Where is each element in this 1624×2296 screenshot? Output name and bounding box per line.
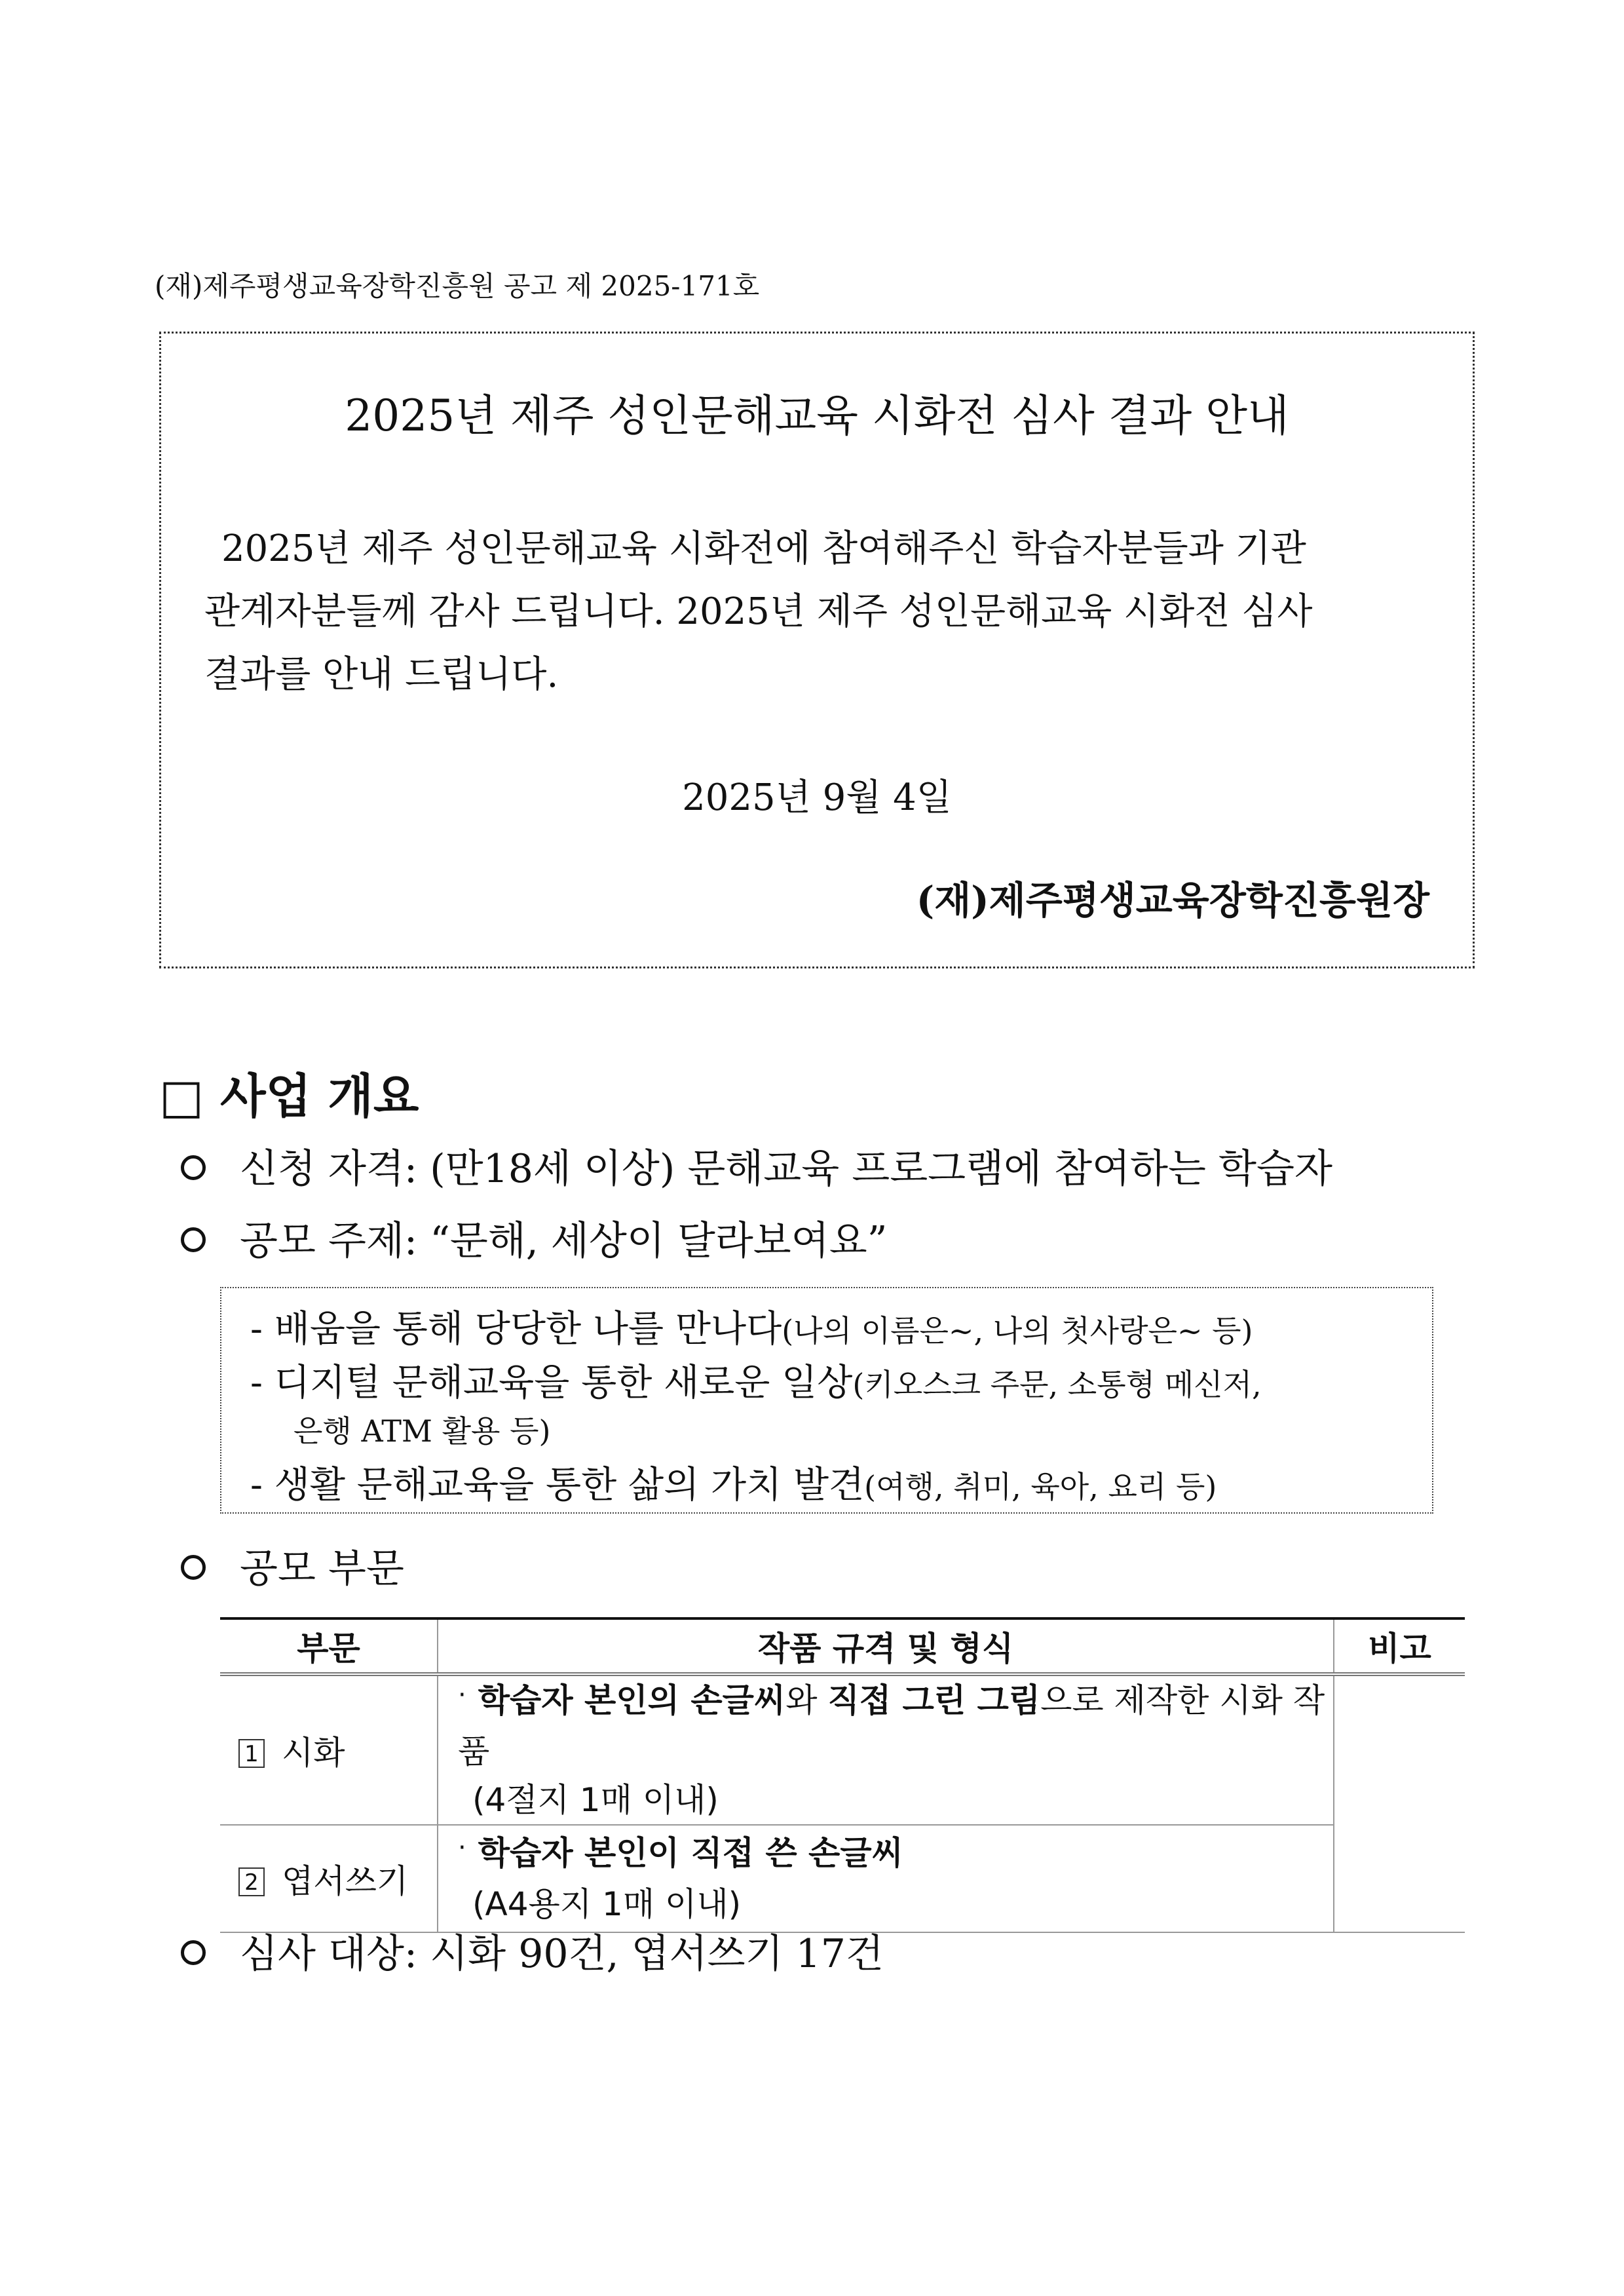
category-cell xyxy=(220,1825,438,1932)
table-row xyxy=(220,1825,1465,1932)
circle-bullet-icon xyxy=(181,1555,206,1580)
eligibility-item xyxy=(181,1138,1332,1194)
topic-main: - 디지털 문해교육을 통한 새로운 일상 xyxy=(250,1362,853,1404)
notice-body-line-1: 2025년 제주 성인문해교육 시화전에 참여해주신 학습자분들과 기관 xyxy=(221,527,1306,570)
boxed-number: 1 xyxy=(238,1739,265,1768)
header-category: 부문 xyxy=(220,1618,438,1674)
circle-bullet-icon xyxy=(181,1227,206,1252)
header-spec: 작품 규격 및 형식 xyxy=(438,1618,1334,1674)
section-heading: □ 사업 개요 xyxy=(159,1069,419,1124)
notice-number: (재)제주평생교육장학진흥원 공고 제 2025-171호 xyxy=(155,270,760,302)
category-cell xyxy=(220,1674,438,1825)
theme-text: 공모 주제: “문해, 세상이 달라보여요” xyxy=(240,1218,888,1264)
middle-dot-icon: · xyxy=(458,1833,466,1863)
spec-line-2: (4절지 1매 이내) xyxy=(472,1781,719,1819)
spec-text: 으로 제작한 시화 작품 xyxy=(458,1681,1325,1770)
spec-cell xyxy=(438,1825,1334,1932)
topic-1 xyxy=(250,1300,1253,1352)
circle-bullet-icon xyxy=(181,1155,206,1180)
topic-note: (키오스크 주문, 소통형 메신저, xyxy=(852,1367,1262,1402)
topic-note: 은행 ATM 활용 등) xyxy=(293,1413,551,1449)
categories-label: 공모 부문 xyxy=(240,1546,404,1592)
spec-cell xyxy=(438,1674,1334,1825)
middle-dot-icon: · xyxy=(458,1680,466,1710)
spec-bold: 학습자 본인의 손글씨 xyxy=(478,1681,786,1719)
category-name: 엽서쓰기 xyxy=(282,1862,409,1900)
theme-item xyxy=(181,1210,887,1266)
spec-line-1 xyxy=(458,1829,1333,1880)
remark-cell xyxy=(1334,1674,1465,1932)
notice-body-line-2: 관계자분들께 감사 드립니다. 2025년 제주 성인문해교육 시화전 심사 xyxy=(204,590,1313,633)
spec-bold: 학습자 본인이 직접 쓴 손글씨 xyxy=(478,1834,903,1872)
boxed-number: 2 xyxy=(238,1867,265,1896)
categories-item xyxy=(181,1537,404,1594)
spec-line-1 xyxy=(458,1676,1333,1776)
spec-line-2: (A4용지 1매 이내) xyxy=(472,1885,742,1923)
topic-2 xyxy=(250,1354,1262,1406)
table-header-row xyxy=(220,1618,1465,1674)
notice-date: 2025년 9월 4일 xyxy=(682,776,952,819)
spec-text: 와 xyxy=(785,1681,828,1719)
category-table xyxy=(220,1617,1465,1933)
header-remark: 비고 xyxy=(1334,1618,1465,1674)
topic-main: - 배움을 통해 당당한 나를 만나다 xyxy=(250,1308,782,1350)
spec-bold: 직접 그린 그림 xyxy=(827,1681,1041,1719)
notice-title: 2025년 제주 성인문해교육 시화전 심사 결과 안내 xyxy=(345,391,1289,441)
notice-box xyxy=(159,332,1475,968)
topic-2-continued xyxy=(293,1407,550,1451)
table-row xyxy=(220,1674,1465,1825)
circle-bullet-icon xyxy=(181,1940,206,1965)
eligibility-text: 신청 자격: (만18세 이상) 문해교육 프로그램에 참여하는 학습자 xyxy=(240,1146,1332,1192)
category-name: 시화 xyxy=(282,1734,345,1772)
topic-main: - 생활 문해교육을 통한 삶의 가치 발견 xyxy=(250,1464,865,1506)
notice-body-line-3: 결과를 안내 드립니다. xyxy=(204,653,559,696)
topics-box xyxy=(220,1287,1433,1514)
topic-note: (여행, 취미, 육아, 요리 등) xyxy=(864,1469,1217,1504)
review-targets-text: 심사 대상: 시화 90건, 엽서쓰기 17건 xyxy=(240,1931,884,1977)
topic-3 xyxy=(250,1456,1217,1508)
review-targets-item xyxy=(181,1923,884,1979)
topic-note: (나의 이름은~, 나의 첫사랑은~ 등) xyxy=(782,1313,1253,1349)
notice-signature: (재)제주평생교육장학진흥원장 xyxy=(916,878,1429,923)
